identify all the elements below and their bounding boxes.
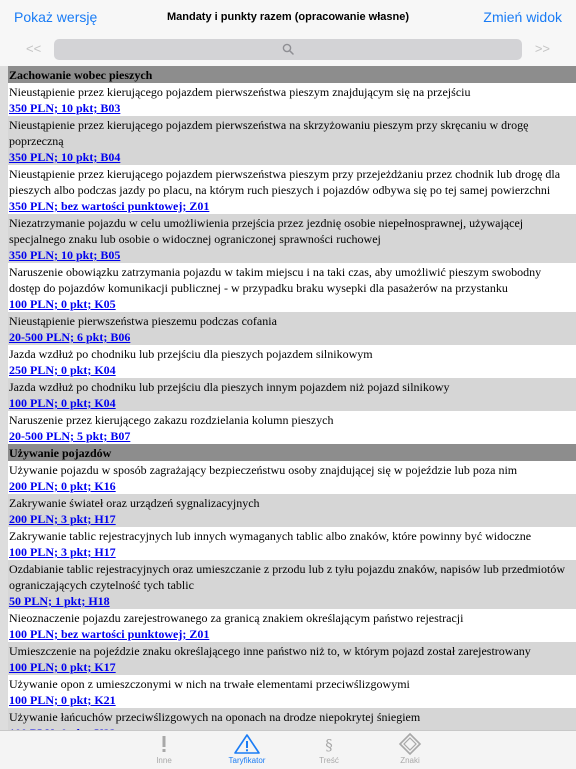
- fine-link[interactable]: 350 PLN; bez wartości punktowej; Z01: [9, 199, 210, 213]
- tab-label: Inne: [156, 756, 172, 765]
- tab-label: Taryfikator: [228, 756, 266, 765]
- fine-link[interactable]: 200 PLN; 0 pkt; K16: [9, 479, 116, 493]
- page-title: Mandaty i punkty razem (opracowanie własne): [166, 11, 410, 23]
- paragraph-icon: [318, 733, 340, 755]
- tab-bar: [0, 730, 576, 769]
- list-item: [8, 494, 576, 527]
- diamond-sign-icon: [398, 733, 422, 755]
- search-input[interactable]: [54, 39, 522, 60]
- fine-link[interactable]: 100 PLN; 0 pkt; K05: [9, 297, 116, 311]
- tab-label: Treść: [319, 756, 339, 765]
- navigation-bar: [0, 0, 576, 34]
- list-item: [8, 83, 576, 116]
- warning-triangle-icon: [233, 733, 261, 755]
- item-description: Niezatrzymanie pojazdu w celu umożliwienia przejścia przez jezdnię osobie niepełnosprawnej, używającej specjalnego znaku lub osobie o widocznej ograniczonej sprawności ruchowej: [9, 216, 524, 246]
- list-item: [8, 263, 576, 312]
- fine-link[interactable]: 100 PLN; 0 pkt; K21: [9, 693, 116, 707]
- search-bar: [0, 34, 576, 67]
- fine-link[interactable]: 100 PLN; 0 pkt; K04: [9, 396, 116, 410]
- tab-taryfikator[interactable]: [202, 733, 292, 765]
- item-description: Używanie opon z umieszczonymi w nich na trwałe elementami przeciwślizgowymi: [9, 677, 410, 691]
- item-description: Naruszenie obowiązku zatrzymania pojazdu w takim miejscu i na taki czas, aby umożliwić pieszym swobodny dostęp do pojazdów komunikacji publicznej - w przypadku braku wysepki dla pasażerów na przystanku: [9, 265, 542, 295]
- item-description: Nieustąpienie przez kierującego pojazdem pierwszeństwa pieszym przy przejeżdżaniu przez chodnik lub drogę dla pieszych albo podczas jazdy po placu, na którym ruch pieszych i pojazdów odbywa się po tej samej powierzchni: [9, 167, 561, 197]
- tab-inne[interactable]: [119, 733, 209, 765]
- list-item: [8, 378, 576, 411]
- list-item: [8, 116, 576, 165]
- fine-link[interactable]: 20-500 PLN; 5 pkt; B07: [9, 429, 131, 443]
- list-item: [8, 642, 576, 675]
- list-item: [8, 675, 576, 708]
- list-item: [8, 165, 576, 214]
- list-item: [8, 461, 576, 494]
- exclamation-icon: [153, 733, 175, 755]
- fine-link[interactable]: 100 PLN; bez wartości punktowej; Z01: [9, 627, 210, 641]
- list-item: [8, 214, 576, 263]
- item-description: Ozdabianie tablic rejestracyjnych oraz umieszczanie z przodu lub z tyłu pojazdu znaków, napisów lub przedmiotów ograniczających czytelność tych tablic: [9, 562, 566, 592]
- tab-label: Znaki: [400, 756, 420, 765]
- tab-tresc[interactable]: [284, 733, 374, 765]
- next-result-button[interactable]: >>: [534, 41, 550, 56]
- fine-link[interactable]: 350 PLN; 10 pkt; B05: [9, 248, 121, 262]
- show-version-button[interactable]: Pokaż wersję: [14, 9, 98, 25]
- change-view-button[interactable]: Zmień widok: [483, 9, 562, 25]
- search-icon: [282, 43, 294, 55]
- item-description: Używanie łańcuchów przeciwślizgowych na oponach na drodze niepokrytej śniegiem: [9, 710, 421, 724]
- item-description: Używanie pojazdu w sposób zagrażający bezpieczeństwu osoby znajdującej się w pojeździe lub poza nim: [9, 463, 518, 477]
- item-description: Nieustąpienie przez kierującego pojazdem pierwszeństwa na skrzyżowaniu pieszym przy skręcaniu w drogę poprzeczną: [9, 118, 529, 148]
- fine-link[interactable]: 100 PLN; 3 pkt; H17: [9, 545, 116, 559]
- previous-result-button[interactable]: <<: [26, 41, 42, 56]
- item-description: Naruszenie przez kierującego zakazu rozdzielania kolumn pieszych: [9, 413, 334, 427]
- fine-link[interactable]: 350 PLN; 10 pkt; B03: [9, 101, 121, 115]
- list-item: [8, 345, 576, 378]
- item-description: Zakrywanie świateł oraz urządzeń sygnalizacyjnych: [9, 496, 260, 510]
- list-item: [8, 609, 576, 642]
- fines-list[interactable]: [0, 66, 576, 730]
- item-description: Nieoznaczenie pojazdu zarejestrowanego za granicą znakiem określającym państwo rejestracji: [9, 611, 464, 625]
- item-description: Nieustąpienie pierwszeństwa pieszemu podczas cofania: [9, 314, 277, 328]
- fine-link[interactable]: 20-500 PLN; 6 pkt; B06: [9, 330, 131, 344]
- list-item: [8, 527, 576, 560]
- list-item: [8, 411, 576, 444]
- item-description: Umieszczenie na pojeździe znaku określającego inne państwo niż to, w którym pojazd został zarejestrowany: [9, 644, 531, 658]
- fine-link[interactable]: 100 PLN; 0 pkt; K17: [9, 660, 116, 674]
- fine-link[interactable]: 250 PLN; 0 pkt; K04: [9, 363, 116, 377]
- item-description: Jazda wzdłuż po chodniku lub przejściu dla pieszych innym pojazdem niż pojazd silnikowy: [9, 380, 450, 394]
- list-item: [8, 312, 576, 345]
- item-description: Zakrywanie tablic rejestracyjnych lub innych wymaganych tablic albo znaków, które powinny być widoczne: [9, 529, 532, 543]
- fine-link[interactable]: 200 PLN; 3 pkt; H17: [9, 512, 116, 526]
- section-header: Zachowanie wobec pieszych: [8, 66, 576, 83]
- fines-list-content: [8, 66, 576, 730]
- item-description: Jazda wzdłuż po chodniku lub przejściu dla pieszych pojazdem silnikowym: [9, 347, 373, 361]
- section-header: Używanie pojazdów: [8, 444, 576, 461]
- fine-link[interactable]: 350 PLN; 10 pkt; B04: [9, 150, 121, 164]
- tab-znaki[interactable]: [365, 733, 455, 765]
- fine-link[interactable]: 50 PLN; 1 pkt; H18: [9, 594, 110, 608]
- item-description: Nieustąpienie przez kierującego pojazdem pierwszeństwa pieszym znajdującym się na przejściu: [9, 85, 471, 99]
- list-item: [8, 560, 576, 609]
- svg-text:§: §: [325, 736, 333, 754]
